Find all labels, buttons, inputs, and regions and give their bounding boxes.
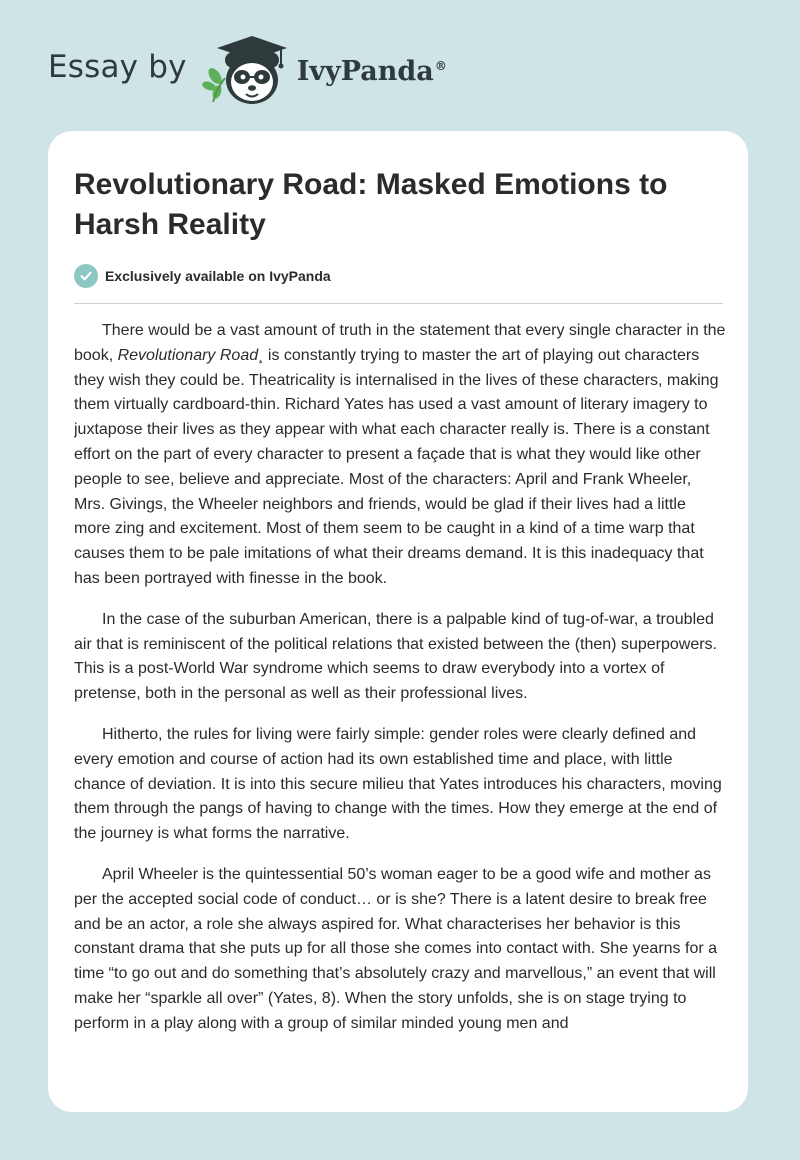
essay-body: [74, 319, 726, 1079]
paragraph: There would be a vast amount of truth in the statement that every single character in the book, Revolutionary Road¸ is constantly trying to master the art of playing out characters they wish they could be. Theatricality is internalised in the lives of these characters, making them virtually cardboard-thin. Richard Yates has used a vast amount of literary imagery to juxtapose their lives as they appear with what each character really is. There is a constant effort on the part of every character to present a façade that is what they would like other people to see, believe and appreciate. Most of the characters: April and Frank Wheeler, Mrs. Givings, the Wheeler neighbors and friends, would be glad if their lives had a little more zing and excitement. Most of them seem to be caught in a kind of a time warp that causes them to be pale imitations of what their dreams demand. It is this inadequacy that has been portrayed with finesse in the book.: [74, 322, 726, 587]
paragraph: April Wheeler is the quintessential 50’s woman eager to be a good wife and mother as per the accepted social code of conduct… or is she? There is a latent desire to break free and be an actor, a role she always aspired for. What characterises her behavior is this constant drama that she puts up for all those she comes into contact with. She yearns for a time “to go out and do something that’s absolutely crazy and marvellous,” an event that will make her “sparkle all over” (Yates, 8). When the story unfolds, she is on stage trying to perform in a play along with a group of similar minded young men and: [74, 865, 718, 1032]
brand-name: IvyPanda®: [296, 55, 447, 87]
essay-by-label: Essay by: [48, 49, 187, 85]
divider: [74, 303, 723, 304]
essay-title: Revolutionary Road: Masked Emotions to Harsh Reality: [74, 168, 668, 241]
site-header: [48, 30, 447, 110]
registered-mark: ®: [434, 58, 447, 73]
paragraph: Hitherto, the rules for living were fairly simple: gender roles were clearly defined and every emotion and course of action had its own established time and place, with little chance of deviation. It is into this secure milieu that Yates introduces his characters, moving them through the pangs of having to change with the times. How they emerge at the end of the journey is what forms the narrative.: [74, 725, 722, 843]
essay-card: [48, 131, 748, 1112]
checkmark-icon: [74, 264, 98, 288]
exclusive-label: Exclusively available on IvyPanda: [105, 268, 331, 284]
exclusive-badge: [74, 264, 331, 288]
book-title: Revolutionary Road: [117, 346, 259, 364]
paragraph: In the case of the suburban American, there is a palpable kind of tug-of-war, a troubled air that is reminiscent of the political relations that existed between the (then) superpowers. This is a post-World War syndrome which seems to draw everybody into a vortex of pretense, both in the personal as well as their professional lives.: [74, 610, 717, 703]
panda-graduate-icon: [201, 30, 297, 110]
